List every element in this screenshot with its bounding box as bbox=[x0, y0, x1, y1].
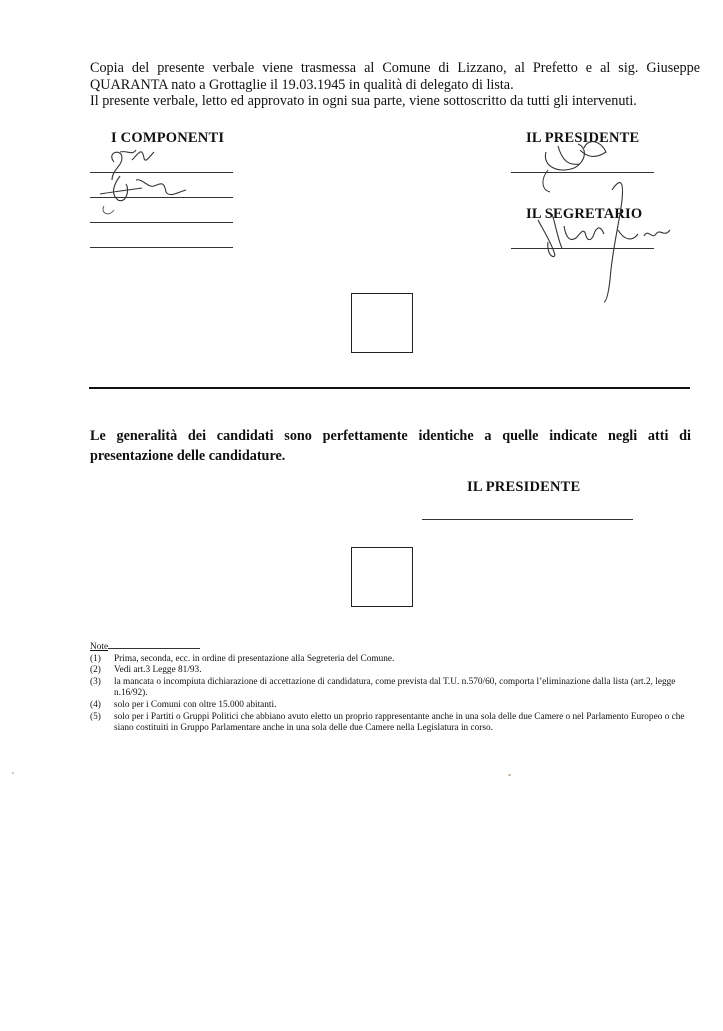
presidente-heading: IL PRESIDENTE bbox=[526, 130, 640, 146]
presidente-signature-line-2 bbox=[422, 519, 633, 520]
presidente-heading-2: IL PRESIDENTE bbox=[467, 479, 581, 495]
intro-line-2: QUARANTA nato a Grottaglie il 19.03.1945 in qualità di delegato di lista. bbox=[90, 76, 514, 93]
segretario-heading: IL SEGRETARIO bbox=[526, 206, 643, 222]
note-item bbox=[90, 665, 700, 677]
note-text: Vedi art.3 Legge 81/93. bbox=[114, 665, 202, 676]
notes-title-rule bbox=[108, 648, 200, 649]
note-text: Prima, seconda, ecc. in ordine di presentazione alla Segreteria del Comune. bbox=[114, 653, 395, 664]
note-text: solo per i Partiti o Gruppi Politici che abbiano avuto eletto un proprio rappresentante anche in una sola delle due Camere o nel Parlamento Europeo o che siano costituiti in Gruppo Parlamentare anche in una sola delle due Camere nella Legislatura in corso. bbox=[114, 711, 685, 734]
notes-section bbox=[90, 642, 700, 735]
scan-speck bbox=[12, 772, 14, 774]
note-number: (1) bbox=[90, 653, 101, 664]
note-number: (5) bbox=[90, 711, 101, 722]
componente-signature-line-4 bbox=[90, 247, 233, 248]
componenti-heading: I COMPONENTI bbox=[111, 130, 225, 146]
note-item bbox=[90, 712, 700, 735]
presidente-segretario-handwritten-signatures bbox=[528, 130, 698, 310]
stamp-box-2 bbox=[351, 547, 413, 607]
generalita-statement: Le generalità dei candidati sono perfettamente identiche a quelle indicate negli atti di presentazione delle candidature. bbox=[90, 428, 691, 464]
note-text: la mancata o incompiuta dichiarazione di accettazione di candidatura, come prevista dal T.U. n.570/60, comporta l’eliminazione dalla lista (art.2, legge n.16/92). bbox=[114, 676, 676, 699]
intro-line-3: Il presente verbale, letto ed approvato in ogni sua parte, viene sottoscritto da tutti gli intervenuti. bbox=[90, 93, 637, 109]
scan-speck bbox=[508, 774, 511, 776]
note-item bbox=[90, 700, 700, 712]
note-text: solo per i Comuni con oltre 15.000 abitanti. bbox=[114, 699, 277, 710]
componenti-handwritten-signatures bbox=[92, 140, 202, 220]
intro-line-1: Copia del presente verbale viene trasmessa al Comune di Lizzano, al Prefetto e al sig. Giuseppe bbox=[90, 60, 700, 76]
section-divider bbox=[89, 387, 690, 389]
note-number: (2) bbox=[90, 665, 101, 676]
note-item bbox=[90, 677, 700, 700]
note-number: (3) bbox=[90, 676, 101, 687]
intro-paragraph bbox=[90, 60, 700, 110]
componente-signature-line-3 bbox=[90, 222, 233, 223]
notes-title bbox=[90, 642, 700, 654]
notes-title-text: Note bbox=[90, 642, 109, 652]
stamp-box-1 bbox=[351, 293, 413, 353]
note-item bbox=[90, 654, 700, 666]
note-number: (4) bbox=[90, 699, 101, 710]
